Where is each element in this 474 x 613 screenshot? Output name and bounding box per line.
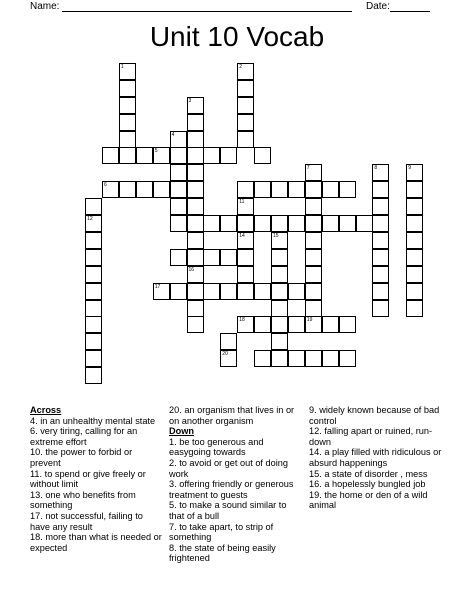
clue-down-2: 2. to avoid or get out of doing work xyxy=(169,457,289,479)
clue-number: 15 xyxy=(273,232,279,239)
grid-cell[interactable] xyxy=(254,350,271,367)
clue-number: 8 xyxy=(374,165,378,172)
page-title: Unit 10 Vocab xyxy=(149,21,325,52)
grid-cell[interactable] xyxy=(85,249,102,266)
grid-cell[interactable] xyxy=(237,198,254,215)
grid-cell[interactable] xyxy=(170,215,187,232)
clue-across-18: 18. more than what is needed or expected xyxy=(30,532,162,553)
clue-down-3: 3. offering friendly or generous treatment to guests xyxy=(169,479,294,500)
grid-cell[interactable] xyxy=(271,232,288,249)
clue-number: 6 xyxy=(104,182,107,189)
grid-cell[interactable] xyxy=(406,300,423,317)
grid-cell[interactable] xyxy=(406,266,423,283)
grid-cell[interactable] xyxy=(203,249,220,266)
grid-cell[interactable] xyxy=(305,266,322,283)
clue-number: 16 xyxy=(188,266,195,273)
clue-across-20: 20. an organism that lives in or on another organism xyxy=(169,405,295,426)
grid-cell[interactable] xyxy=(170,283,187,300)
grid-cell[interactable] xyxy=(288,215,305,232)
down-heading: Down xyxy=(169,426,195,437)
clue-number: 14 xyxy=(239,232,245,239)
grid-cell[interactable] xyxy=(305,198,322,215)
grid-cell[interactable] xyxy=(220,283,237,300)
grid-cell[interactable] xyxy=(305,164,322,181)
grid-cell[interactable] xyxy=(305,350,322,367)
grid-cell[interactable] xyxy=(339,181,356,198)
grid-cell[interactable] xyxy=(372,300,389,317)
grid-cell[interactable] xyxy=(271,316,288,333)
grid-cell[interactable] xyxy=(85,300,102,317)
clues-column-2 xyxy=(169,405,304,564)
clue-down-5: 5. to make a sound similar to that of a bull xyxy=(169,500,287,521)
grid-cell[interactable] xyxy=(170,249,187,266)
grid-cell[interactable] xyxy=(271,333,288,350)
clue-across-6: 6. very tiring, calling for an extreme effort xyxy=(30,426,138,447)
grid-cell[interactable] xyxy=(271,283,288,300)
clue-across-10: 10. the power to forbid or prevent xyxy=(30,447,133,468)
grid-cell[interactable] xyxy=(187,215,204,232)
clue-down-1: 1. be too generous and easygoing towards xyxy=(169,436,264,458)
grid-cell[interactable] xyxy=(85,333,102,350)
grid-cell[interactable] xyxy=(372,232,389,249)
grid-cell[interactable] xyxy=(220,147,237,164)
grid-cell[interactable] xyxy=(237,131,254,148)
clue-down-14: 14. a play filled with ridiculous or absurd happenings xyxy=(309,447,442,468)
grid-cell[interactable] xyxy=(372,249,389,266)
grid-cell[interactable] xyxy=(136,147,153,164)
grid-cell[interactable] xyxy=(288,283,305,300)
grid-cell[interactable] xyxy=(220,249,237,266)
grid-cell[interactable] xyxy=(237,97,254,114)
clue-down-7: 7. to take apart, to strip of something xyxy=(169,521,274,543)
across-heading: Across xyxy=(30,405,62,415)
date-label: Date: xyxy=(366,1,390,12)
grid-cell[interactable] xyxy=(220,215,237,232)
grid-cell[interactable] xyxy=(237,80,254,97)
grid-cell[interactable] xyxy=(119,80,136,97)
grid-cell[interactable] xyxy=(406,164,423,181)
clue-number: 17 xyxy=(154,283,161,290)
clue-number: 20 xyxy=(222,351,228,358)
clue-number: 5 xyxy=(154,148,158,155)
grid-cell[interactable] xyxy=(237,181,254,198)
grid-cell[interactable] xyxy=(153,147,170,164)
clue-number: 9 xyxy=(408,165,411,172)
grid-cell[interactable] xyxy=(85,232,102,249)
grid-cell[interactable] xyxy=(254,147,271,164)
clue-number: 4 xyxy=(171,131,175,138)
grid-cell[interactable] xyxy=(322,350,339,367)
grid-cell[interactable] xyxy=(339,215,356,232)
clue-down-15: 15. a state of disorder , mess xyxy=(309,468,428,479)
grid-cell[interactable] xyxy=(187,164,204,181)
grid-cell[interactable] xyxy=(305,232,322,249)
grid-cell[interactable] xyxy=(406,249,423,266)
grid-cell[interactable] xyxy=(203,147,220,164)
grid-cell[interactable] xyxy=(288,316,305,333)
grid-cell[interactable] xyxy=(187,266,204,283)
grid-cell[interactable] xyxy=(356,215,373,232)
grid-cell[interactable] xyxy=(187,232,204,249)
grid-cell[interactable] xyxy=(372,215,389,232)
grid-cell[interactable] xyxy=(170,181,187,198)
grid-cell[interactable] xyxy=(288,350,305,367)
grid-cell[interactable] xyxy=(187,249,204,266)
grid-cell[interactable] xyxy=(305,249,322,266)
grid-cell[interactable] xyxy=(237,215,254,232)
grid-cell[interactable] xyxy=(102,147,119,164)
grid-cell[interactable] xyxy=(305,181,322,198)
grid-cell[interactable] xyxy=(237,316,254,333)
clue-number: 18 xyxy=(239,317,245,324)
clue-down-9: 9. widely known because of bad control xyxy=(309,405,440,426)
grid-cell[interactable] xyxy=(153,181,170,198)
grid-cell[interactable] xyxy=(119,114,136,131)
grid-cell[interactable] xyxy=(406,232,423,249)
grid-cell[interactable] xyxy=(372,181,389,198)
grid-cell[interactable] xyxy=(85,283,102,300)
grid-cell[interactable] xyxy=(406,181,423,198)
grid-cell[interactable] xyxy=(254,215,271,232)
grid-cell[interactable] xyxy=(119,97,136,114)
grid-cell[interactable] xyxy=(153,283,170,300)
grid-cell[interactable] xyxy=(85,215,102,232)
clue-number: 12 xyxy=(87,216,93,222)
grid-cell[interactable] xyxy=(237,63,254,80)
grid-cell[interactable] xyxy=(187,131,204,148)
clue-down-16: 16. a hopelessly bungled job xyxy=(309,479,426,490)
grid-cell[interactable] xyxy=(305,300,322,317)
grid-cell[interactable] xyxy=(85,350,102,367)
grid-cell[interactable] xyxy=(271,249,288,266)
grid-cell[interactable] xyxy=(322,316,339,333)
grid-cell[interactable] xyxy=(85,198,102,215)
grid-cell[interactable] xyxy=(203,215,220,232)
grid-cell[interactable] xyxy=(237,249,254,266)
grid-cell[interactable] xyxy=(406,215,423,232)
grid-cell[interactable] xyxy=(220,350,237,367)
grid-cell[interactable] xyxy=(187,316,204,333)
grid-cell[interactable] xyxy=(406,283,423,300)
grid-cell[interactable] xyxy=(322,181,339,198)
clue-across-11: 11. to spend or give freely or without limit xyxy=(30,468,146,490)
clues-column-1 xyxy=(30,405,165,553)
grid-cell[interactable] xyxy=(170,164,187,181)
clue-across-13: 13. one who benefits from something xyxy=(30,489,136,511)
grid-cell[interactable] xyxy=(305,283,322,300)
grid-cell[interactable] xyxy=(237,232,254,249)
grid-cell[interactable] xyxy=(85,266,102,283)
clue-number: 7 xyxy=(306,165,310,172)
grid-cell[interactable] xyxy=(339,316,356,333)
grid-cell[interactable] xyxy=(187,97,204,114)
grid-cell[interactable] xyxy=(170,198,187,215)
clue-across-4: 4. in an unhealthy mental state xyxy=(30,415,156,426)
grid-cell[interactable] xyxy=(102,181,119,198)
grid-cell[interactable] xyxy=(271,350,288,367)
grid-cell[interactable] xyxy=(187,300,204,317)
grid-cell[interactable] xyxy=(237,283,254,300)
grid-cell[interactable] xyxy=(85,367,102,384)
grid-cell[interactable] xyxy=(372,164,389,181)
grid-cell[interactable] xyxy=(254,283,271,300)
grid-cell[interactable] xyxy=(271,300,288,317)
clue-down-12: 12. falling apart or ruined, run-down xyxy=(309,426,433,447)
grid-cell[interactable] xyxy=(119,63,136,80)
grid-cell[interactable] xyxy=(170,131,187,148)
clue-down-19: 19. the home or den of a wild animal xyxy=(309,489,428,511)
grid-cell[interactable] xyxy=(187,147,204,164)
clue-across-17: 17. not successful, failing to have any result xyxy=(30,510,143,532)
grid-cell[interactable] xyxy=(372,198,389,215)
grid-cell[interactable] xyxy=(85,316,102,333)
grid-cell[interactable] xyxy=(220,333,237,350)
name-label: Name: xyxy=(30,1,60,12)
grid-cell[interactable] xyxy=(271,181,288,198)
grid-cell[interactable] xyxy=(288,181,305,198)
grid-cell[interactable] xyxy=(271,266,288,283)
grid-cell[interactable] xyxy=(203,283,220,300)
grid-cell[interactable] xyxy=(119,131,136,148)
grid-cell[interactable] xyxy=(187,198,204,215)
clue-number: 2 xyxy=(239,63,242,70)
grid-cell[interactable] xyxy=(119,147,136,164)
grid-cell[interactable] xyxy=(237,266,254,283)
clue-number: 19 xyxy=(306,317,313,324)
clue-number: 3 xyxy=(188,97,192,104)
grid-cell[interactable] xyxy=(305,316,322,333)
grid-cell[interactable] xyxy=(372,266,389,283)
grid-cell[interactable] xyxy=(339,350,356,367)
grid-cell[interactable] xyxy=(406,198,423,215)
grid-cell[interactable] xyxy=(322,215,339,232)
grid-cell[interactable] xyxy=(170,147,187,164)
grid-cell[interactable] xyxy=(136,181,153,198)
grid-cell[interactable] xyxy=(237,114,254,131)
grid-cell[interactable] xyxy=(372,283,389,300)
clue-number: 11 xyxy=(239,199,245,206)
clues-column-3 xyxy=(309,405,444,511)
grid-cell[interactable] xyxy=(305,215,322,232)
grid-cell[interactable] xyxy=(271,215,288,232)
grid-cell[interactable] xyxy=(254,181,271,198)
grid-cell[interactable] xyxy=(187,114,204,131)
clue-number: 1 xyxy=(120,63,124,70)
grid-cell[interactable] xyxy=(187,181,204,198)
grid-cell[interactable] xyxy=(187,283,204,300)
grid-cell[interactable] xyxy=(119,181,136,198)
grid-cell[interactable] xyxy=(254,316,271,333)
clue-down-8: 8. the state of being easily frightened xyxy=(169,542,276,564)
